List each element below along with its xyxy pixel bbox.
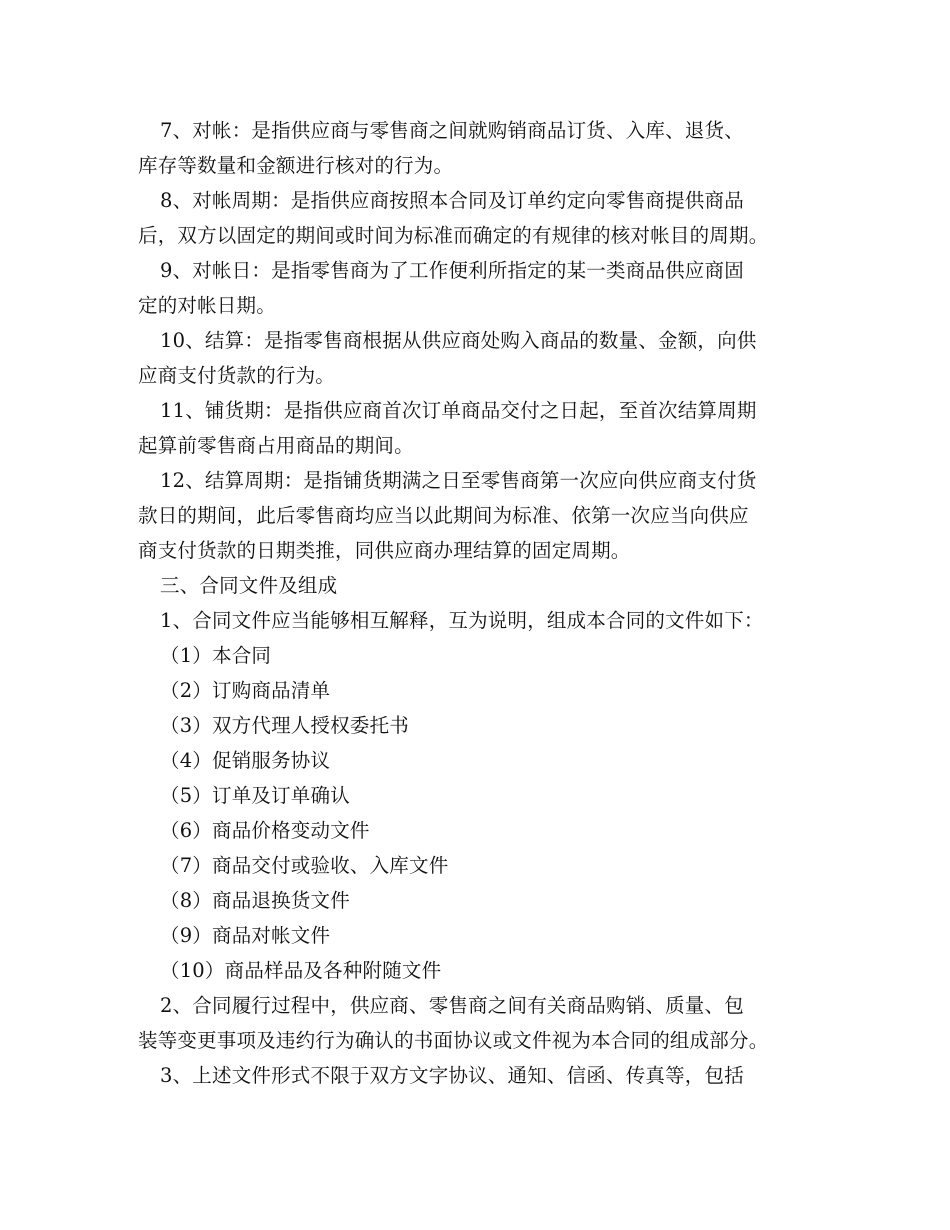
text-line: 起算前零售商占用商品的期间。 bbox=[138, 434, 414, 457]
text-line: 10、结算：是指零售商根据从供应商处购入商品的数量、金额，向供 bbox=[160, 329, 757, 352]
list-item: （9）商品对帐文件 bbox=[160, 924, 331, 947]
list-item: （8）商品退换货文件 bbox=[160, 889, 350, 912]
text-line: 11、铺货期：是指供应商首次订单商品交付之日起，至首次结算周期 bbox=[160, 399, 757, 422]
text-line: 款日的期间，此后零售商均应当以此期间为标准、依第一次应当向供应 bbox=[138, 504, 749, 527]
document-page bbox=[138, 113, 818, 1093]
text-line: 9、对帐日：是指零售商为了工作便利所指定的某一类商品供应商固 bbox=[160, 259, 744, 282]
list-item: （2）订购商品清单 bbox=[160, 679, 331, 702]
text-line: 12、结算周期：是指铺货期满之日至零售商第一次应向供应商支付货 bbox=[160, 469, 757, 492]
text-line: 商支付货款的日期类推，同供应商办理结算的固定周期。 bbox=[138, 539, 631, 562]
text-line: 后，双方以固定的期间或时间为标准而确定的有规律的核对帐目的周期。 bbox=[138, 224, 769, 247]
text-line: 3、上述文件形式不限于双方文字协议、通知、信函、传真等，包括 bbox=[160, 1064, 744, 1087]
section-heading: 三、合同文件及组成 bbox=[160, 574, 338, 597]
text-line: 定的对帐日期。 bbox=[138, 294, 276, 317]
text-line: 7、对帐：是指供应商与零售商之间就购销商品订货、入库、退货、 bbox=[160, 119, 744, 142]
list-item: （10）商品样品及各种附随文件 bbox=[160, 959, 442, 982]
text-line: 应商支付货款的行为。 bbox=[138, 364, 336, 387]
text-line: 2、合同履行过程中，供应商、零售商之间有关商品购销、质量、包 bbox=[160, 994, 744, 1017]
text-line: 库存等数量和金额进行核对的行为。 bbox=[138, 154, 454, 177]
list-item: （6）商品价格变动文件 bbox=[160, 819, 370, 842]
text-line: 1、合同文件应当能够相互解释，互为说明，组成本合同的文件如下： bbox=[160, 609, 764, 632]
list-item: （7）商品交付或验收、入库文件 bbox=[160, 854, 449, 877]
list-item: （5）订单及订单确认 bbox=[160, 784, 350, 807]
list-item: （4）促销服务协议 bbox=[160, 749, 331, 772]
text-line: 装等变更事项及违约行为确认的书面协议或文件视为本合同的组成部分。 bbox=[138, 1029, 769, 1052]
list-item: （3）双方代理人授权委托书 bbox=[160, 714, 410, 737]
text-line: 8、对帐周期：是指供应商按照本合同及订单约定向零售商提供商品 bbox=[160, 189, 744, 212]
list-item: （1）本合同 bbox=[160, 644, 272, 667]
